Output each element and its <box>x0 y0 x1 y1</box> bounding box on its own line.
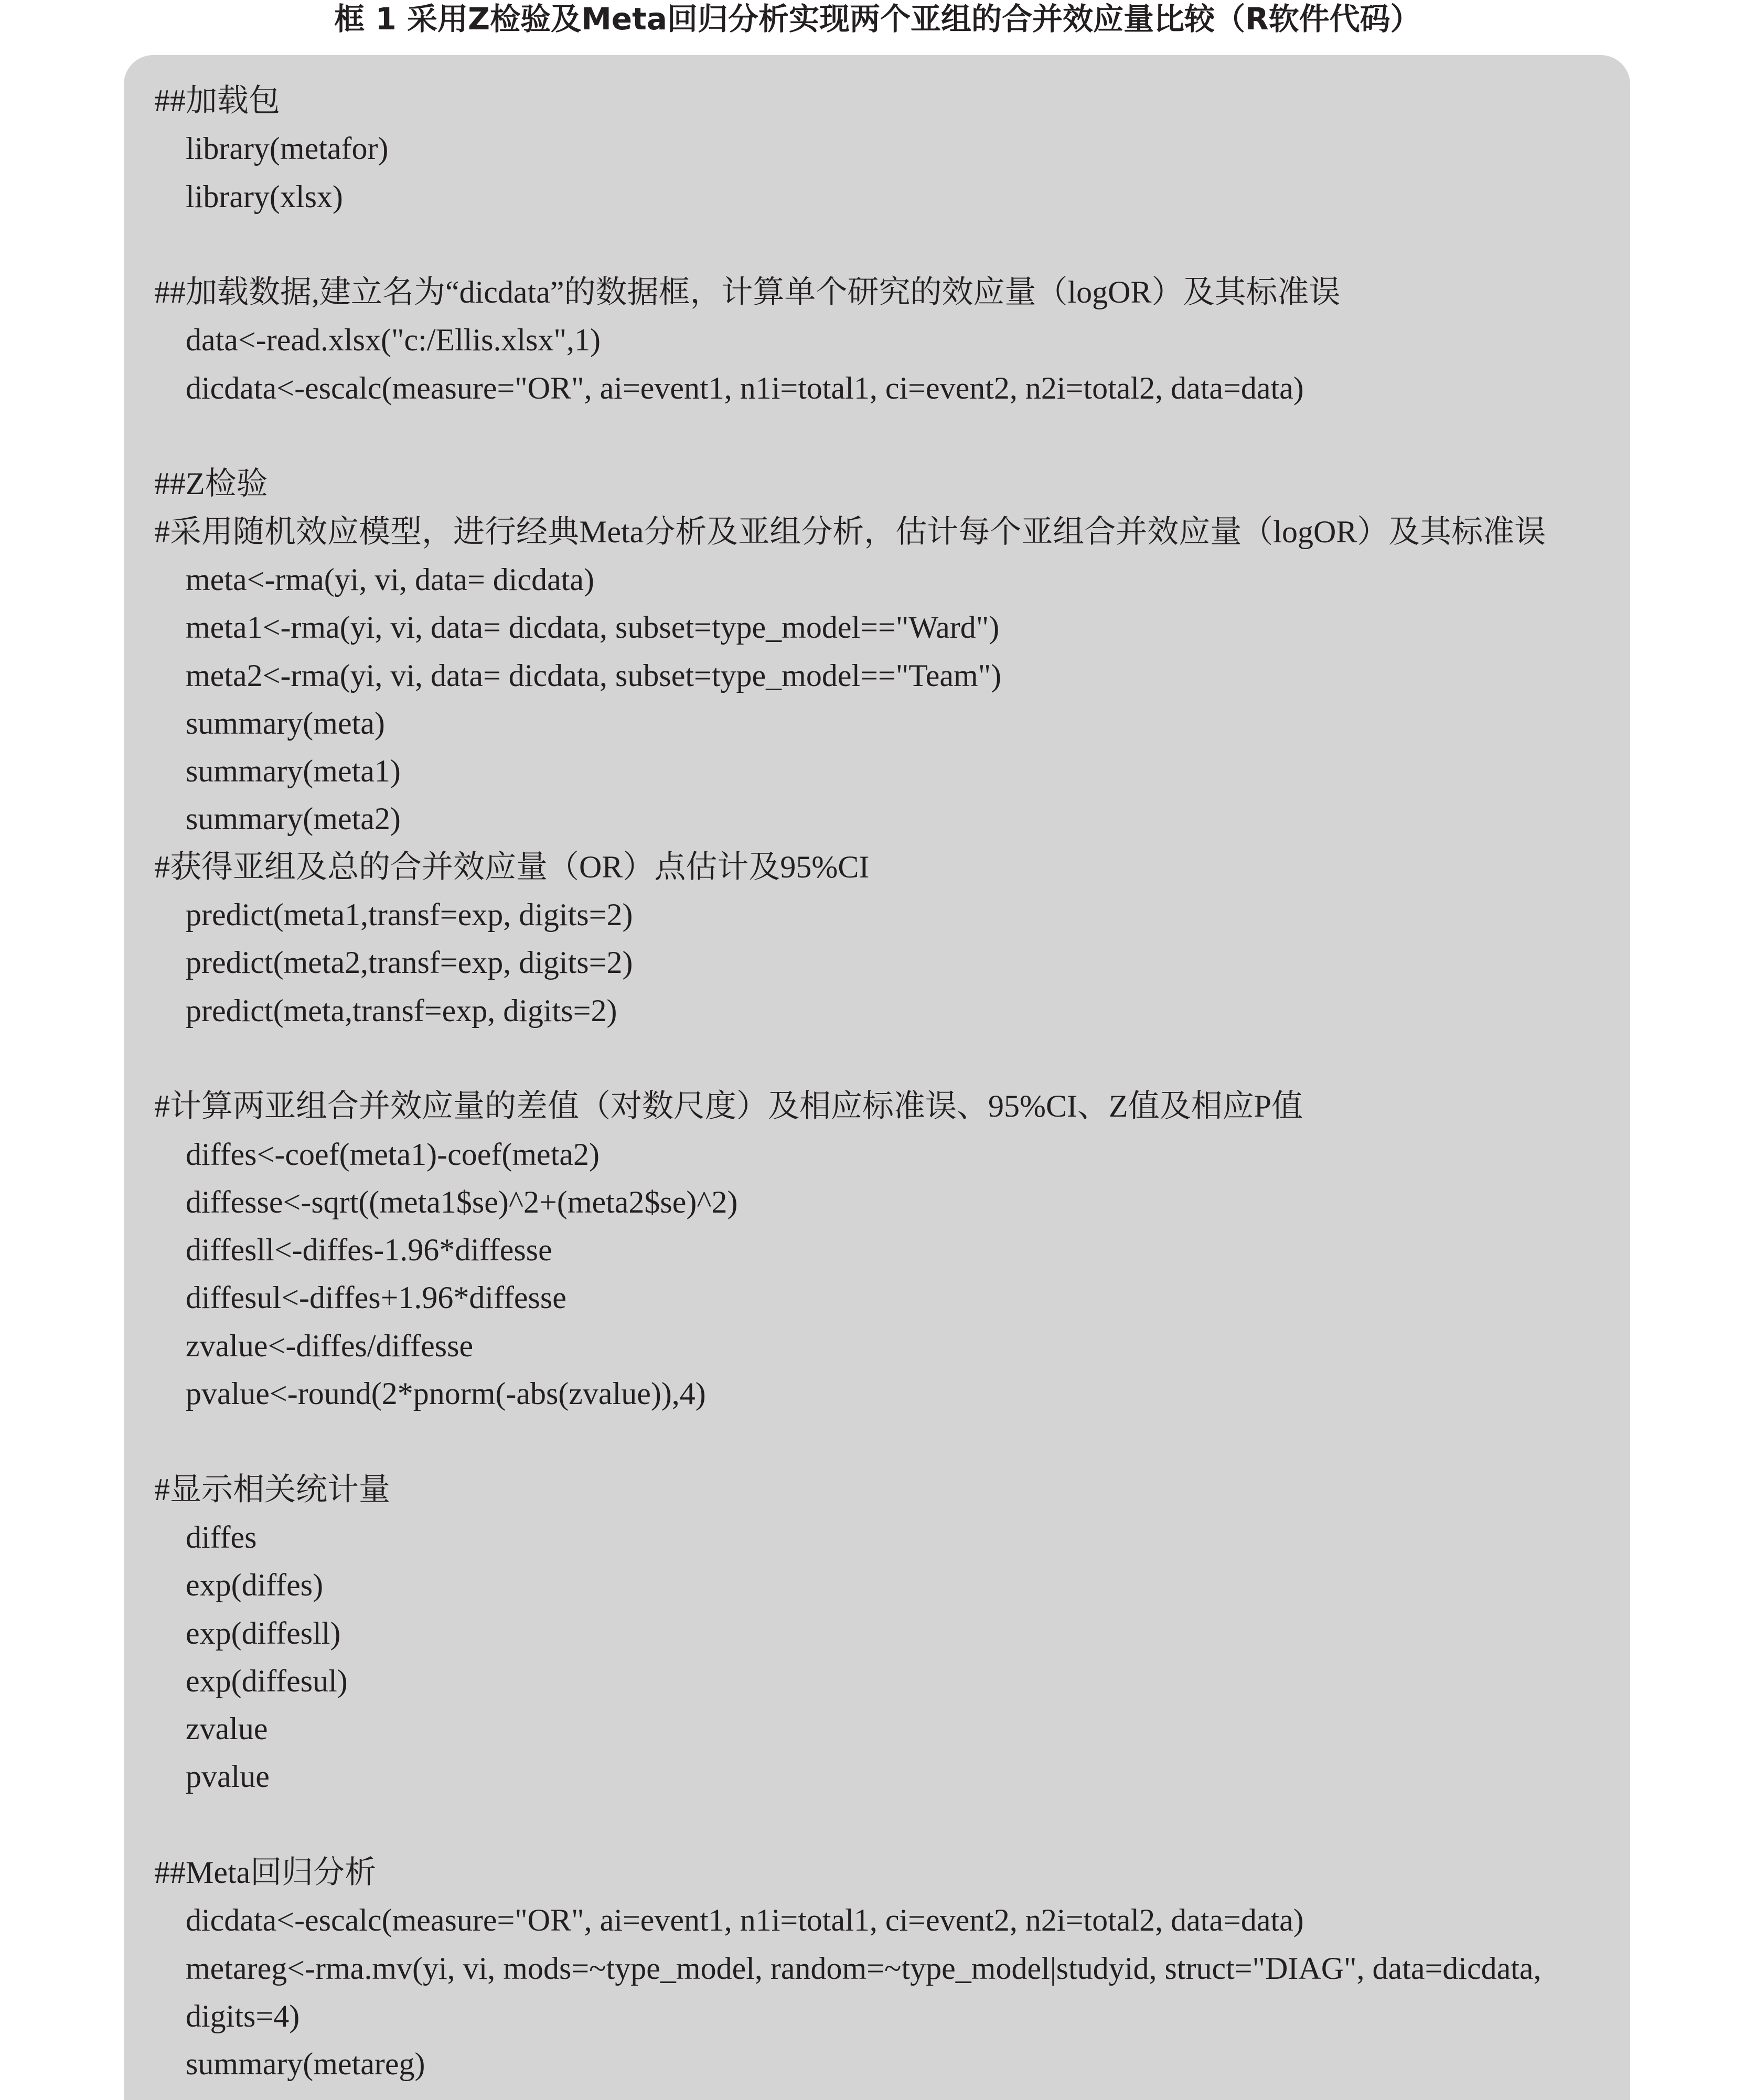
code-statement-line: diffesul<-diffes+1.96*diffesse <box>186 1280 566 1315</box>
code-statement-line: meta<-rma(yi, vi, data= dicdata) <box>186 562 595 597</box>
box-title: 框 1 采用Z检验及Meta回归分析实现两个亚组的合并效应量比较（R软件代码） <box>334 1 1421 37</box>
code-statement-line: meta2<-rma(yi, vi, data= dicdata, subset=type_model=="Team") <box>186 658 1002 693</box>
code-statement-line: library(xlsx) <box>186 179 343 214</box>
code-statement-line: predict(meta,transf=exp, digits=2) <box>186 993 617 1028</box>
code-statement-line: diffesse<-sqrt((meta1$se)^2+(meta2$se)^2) <box>186 1184 738 1219</box>
code-statement-line: diffes <box>186 1519 257 1555</box>
code-statement-line: exp(diffes) <box>186 1568 324 1603</box>
code-statement-line: predict(meta2,transf=exp, digits=2) <box>186 945 633 980</box>
code-comment-line: #采用随机效应模型，进行经典Meta分析及亚组分析，估计每个亚组合并效应量（logOR）及其标准误 <box>154 514 1546 549</box>
code-statement-line: digits=4) <box>186 1998 300 2033</box>
code-statement-line: pvalue<-round(2*pnorm(-abs(zvalue)),4) <box>186 1376 706 1411</box>
code-box <box>124 55 1630 2100</box>
code-statement-line: exp(diffesll) <box>186 1615 341 1651</box>
code-statement-line: library(metafor) <box>186 131 389 166</box>
code-statement-line: zvalue <box>186 1711 268 1747</box>
code-statement-line: zvalue<-diffes/diffesse <box>186 1328 474 1363</box>
code-statement-line: summary(meta2) <box>186 801 401 837</box>
code-comment-line: ##Meta回归分析 <box>154 1855 377 1890</box>
code-statement-line: diffesll<-diffes-1.96*diffesse <box>186 1233 552 1268</box>
code-statement-line: meta1<-rma(yi, vi, data= dicdata, subset=type_model=="Ward") <box>186 610 1000 645</box>
code-statement-line: predict(meta1,transf=exp, digits=2) <box>186 897 633 933</box>
code-blank-line <box>124 1418 1630 1465</box>
code-statement-line: summary(meta) <box>186 705 385 741</box>
code-statement-line: dicdata<-escalc(measure="OR", ai=event1, n1i=total1, ci=event2, n2i=total2, data=data) <box>186 1903 1304 1938</box>
code-statement-line: data<-read.xlsx("c:/Ellis.xlsx",1) <box>186 323 601 358</box>
code-statement-line: metareg<-rma.mv(yi, vi, mods=~type_model, random=~type_model|studyid, struct="DIAG", data=dicdata, <box>186 1951 1542 1986</box>
code-blank-line <box>124 1801 1630 1849</box>
code-comment-line: ##加载包 <box>154 83 280 118</box>
code-statement-line: exp(diffesul) <box>186 1663 348 1698</box>
code-statement-line: summary(meta1) <box>186 754 401 789</box>
code-comment-line: ##Z检验 <box>154 466 268 501</box>
code-statement-line: diffes<-coef(meta1)-coef(meta2) <box>186 1137 600 1172</box>
code-comment-line: #显示相关统计量 <box>154 1472 390 1507</box>
code-comment-line: #获得亚组及总的合并效应量（OR）点估计及95%CI <box>154 849 870 884</box>
code-comment-line: ##加载数据,建立名为“dicdata”的数据框，计算单个研究的效应量（logOR）及其标准误 <box>154 275 1341 310</box>
code-comment-line: #计算两亚组合并效应量的差值（对数尺度）及相应标准误、95%CI、Z值及相应P值 <box>154 1089 1303 1124</box>
code-blank-line <box>124 412 1630 460</box>
code-blank-line <box>124 1035 1630 1083</box>
code-blank-line <box>124 221 1630 269</box>
code-statement-line: summary(metareg) <box>186 2047 425 2082</box>
code-statement-line: dicdata<-escalc(measure="OR", ai=event1, n1i=total1, ci=event2, n2i=total2, data=data) <box>186 370 1304 405</box>
code-statement-line: pvalue <box>186 1759 270 1794</box>
